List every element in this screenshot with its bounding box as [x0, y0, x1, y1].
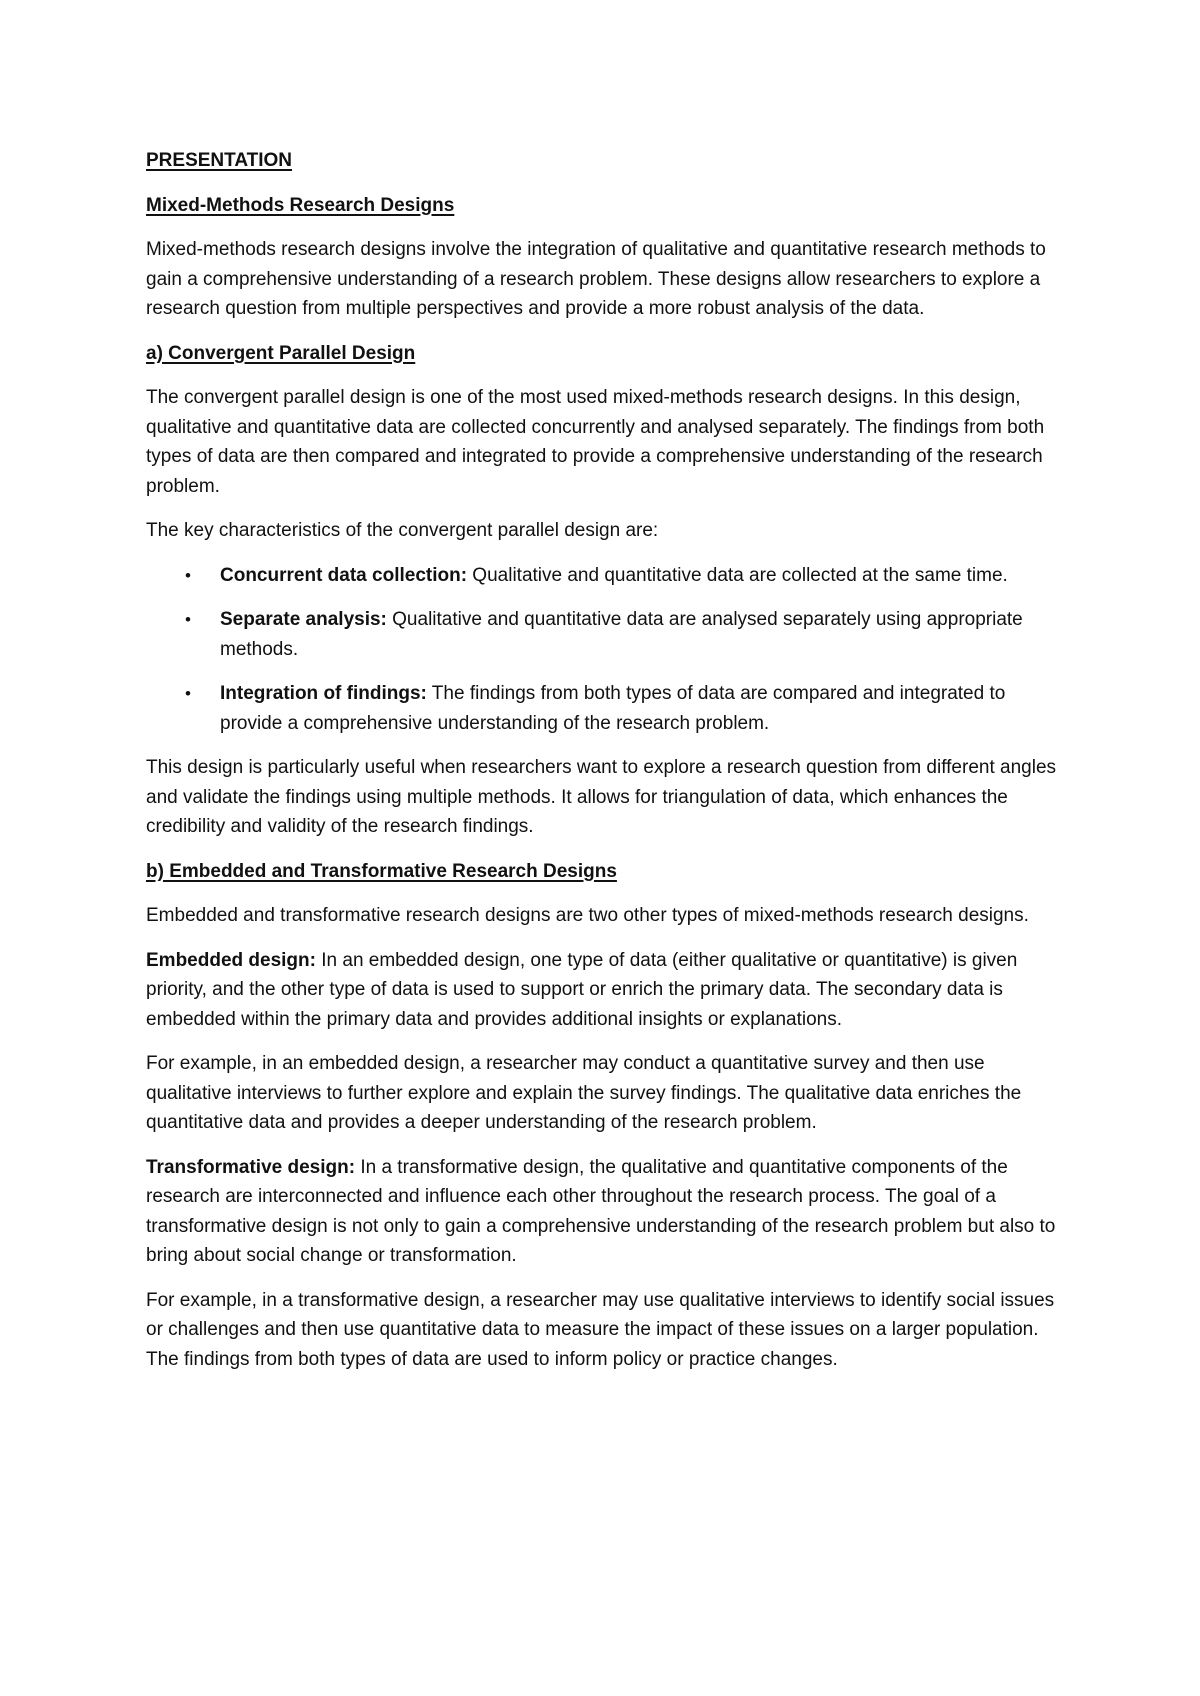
list-item-label: Integration of findings: — [220, 683, 427, 704]
section-heading: Mixed-Methods Research Designs — [146, 194, 455, 216]
list-item-text: Qualitative and quantitative data are collected at the same time. — [467, 564, 1008, 586]
embedded-example-paragraph: For example, in an embedded design, a researcher may conduct a quantitative survey and then use qualitative interviews to further explore and explain the survey findings. The qualitative data enriches the quantitative data and provides a deeper understanding of the research problem. — [146, 1053, 1022, 1133]
list-item-label: Separate analysis: — [220, 609, 387, 630]
transformative-design-label: Transformative design: — [146, 1156, 356, 1178]
embedded-design-text: In an embedded design, one type of data (either qualitative or quantitative) is given priority, and the other type of data is used to support or enrich the primary data. The secondary data is embedded within the primary data and provides additional insights or explanations. — [146, 949, 1018, 1030]
list-item — [146, 679, 1066, 738]
list-item-text: Qualitative and quantitative data are analysed separately using appropriate methods. — [220, 609, 1023, 660]
document-body — [146, 146, 1066, 1389]
embedded-design-paragraph — [146, 946, 1066, 1035]
part-a-heading: a) Convergent Parallel Design — [146, 342, 416, 364]
part-a-paragraph-1: The convergent parallel design is one of the most used mixed-methods research designs. In this design, qualitative and quantitative data are collected concurrently and analysed separately. The findings from both types of data are then compared and integrated to provide a comprehensive understanding of the research problem. — [146, 387, 1045, 497]
intro-paragraph: Mixed-methods research designs involve the integration of qualitative and quantitative research methods to gain a comprehensive understanding of a research problem. These designs allow researchers to explore a research question from multiple perspectives and provide a more robust analysis of the data. — [146, 239, 1046, 319]
part-b-heading: b) Embedded and Transformative Research Designs — [146, 860, 617, 882]
bullet-icon: • — [185, 565, 191, 585]
bullet-icon: • — [185, 684, 191, 703]
list-item — [146, 561, 1066, 591]
embedded-design-label: Embedded design: — [146, 949, 316, 971]
bullet-icon: • — [185, 610, 191, 629]
list-item-text: The findings from both types of data are compared and integrated to provide a comprehensive understanding of the research problem. — [220, 683, 1006, 734]
part-b-intro: Embedded and transformative research designs are two other types of mixed-methods research designs. — [146, 905, 1029, 926]
characteristics-list — [146, 561, 1066, 739]
document-title: PRESENTATION — [146, 150, 293, 171]
transformative-example-paragraph: For example, in a transformative design, a researcher may use qualitative interviews to identify social issues or challenges and then use quantitative data to measure the impact of these issues on a larger population. The findings from both types of data are used to inform policy or practice changes. — [146, 1289, 1055, 1370]
transformative-design-text: In a transformative design, the qualitative and quantitative components of the research are interconnected and influence each other throughout the research process. The goal of a transformative design is not only to gain a comprehensive understanding of the research problem but also to bring about social change or transformation. — [146, 1156, 1056, 1266]
part-a-list-intro: The key characteristics of the convergent parallel design are: — [146, 520, 659, 541]
list-item-label: Concurrent data collection: — [220, 564, 468, 586]
transformative-design-paragraph — [146, 1153, 1066, 1271]
part-a-paragraph-2: This design is particularly useful when researchers want to explore a research question from different angles and validate the findings using multiple methods. It allows for triangulation of data, which enhances the credibility and validity of the research findings. — [146, 757, 1057, 837]
list-item — [146, 605, 1066, 664]
